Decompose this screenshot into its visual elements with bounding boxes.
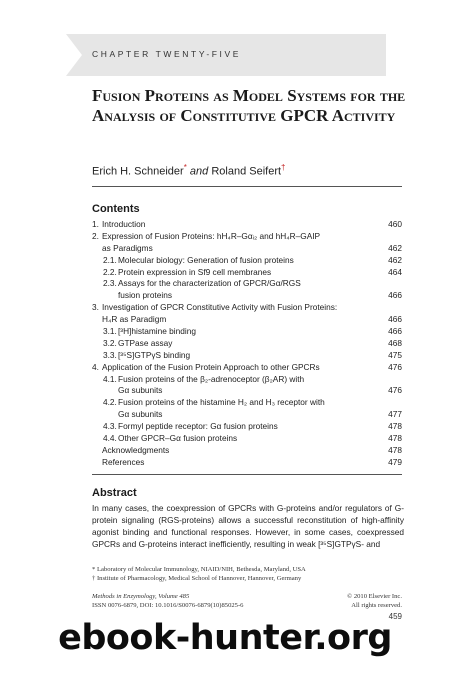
toc-entry-title: Gα subunits xyxy=(118,385,163,396)
toc-entry-title: Formyl peptide receptor: Gα fusion proteins xyxy=(118,421,278,432)
journal-line: Methods in Enzymology, Volume 485 xyxy=(92,593,190,600)
toc-entry-number: 4.1. xyxy=(103,373,117,384)
publication-info xyxy=(92,592,243,610)
chapter-title: Fusion Proteins as Model Systems for the Analysis of Constitutive GPCR Activity xyxy=(92,86,406,125)
toc-entry-number: 4.4. xyxy=(103,433,117,444)
author-separator: and xyxy=(189,165,209,178)
toc-entry-title: References xyxy=(102,456,145,467)
author-name: Erich H. Schneider xyxy=(92,165,184,178)
footnote: † Institute of Pharmacology, Medical School of Hannover, Hannover, Germany xyxy=(92,575,302,582)
toc-entry-title: Expression of Fusion Proteins: hH₄R–Gαᵢ₂ and hH₄R–GAIP xyxy=(102,230,321,241)
toc-entry[interactable] xyxy=(92,231,402,243)
toc-entry-title: [³⁵S]GTPγS binding xyxy=(118,349,191,360)
issn-doi-line: ISSN 0076-6879, DOI: 10.1016/S0076-6879(10)85025-6 xyxy=(92,602,244,609)
toc-entry[interactable] xyxy=(92,267,402,279)
toc-entry-title: Assays for the characterization of GPCR/Gα/RGS xyxy=(118,278,301,289)
rights-line: All rights reserved. xyxy=(351,602,402,609)
toc-entry-title: Acknowledgments xyxy=(102,444,170,455)
toc-entry[interactable] xyxy=(92,338,402,350)
toc-entry[interactable] xyxy=(92,278,402,290)
footnotes xyxy=(92,565,404,583)
toc-entry[interactable] xyxy=(92,421,402,433)
table-of-contents xyxy=(92,219,402,469)
toc-entry-title: Introduction xyxy=(102,219,146,229)
copyright-line: © 2010 Elsevier Inc. xyxy=(347,593,402,600)
toc-entry-page: 464 xyxy=(388,266,402,277)
toc-entry-title: Fusion proteins of the β₂-adrenoceptor (β₂AR) with xyxy=(118,373,305,384)
chapter-band-notch xyxy=(66,34,82,76)
toc-entry-number: 1. xyxy=(92,219,99,229)
toc-entry-title: Fusion proteins of the histamine H₂ and H₃ receptor with xyxy=(118,397,325,408)
toc-entry-title: Investigation of GPCR Constitutive Activity with Fusion Proteins: xyxy=(102,302,338,313)
toc-entry[interactable] xyxy=(92,457,402,469)
toc-entry[interactable] xyxy=(92,374,402,386)
toc-entry-page: 468 xyxy=(388,337,402,348)
toc-entry-page: 466 xyxy=(388,326,402,337)
affiliation-mark: * xyxy=(183,163,187,172)
toc-entry-number: 4. xyxy=(92,361,99,372)
copyright-info xyxy=(347,592,402,610)
watermark: ebook-hunter.org xyxy=(58,618,392,658)
toc-entry[interactable] xyxy=(92,385,402,397)
toc-entry[interactable] xyxy=(92,362,402,374)
toc-entry-title: Gα subunits xyxy=(118,409,163,420)
toc-entry-number: 2. xyxy=(92,230,99,241)
toc-entry-number: 3.3. xyxy=(103,349,117,360)
abstract-text: In many cases, the coexpression of GPCRs with G-proteins and/or regulators of G-protein signaling (RGS-proteins) allows a successful reconstitution of high-affinity agonist binding and functional responses. However, in some cases, coexpressed GPCRs and G-proteins interact inefficiently, resulting in weak [³⁵S]GTPγS- and xyxy=(92,503,404,549)
toc-entry-title: Protein expression in Sf9 cell membranes xyxy=(118,266,272,277)
toc-entry-page: 479 xyxy=(388,456,402,467)
toc-entry[interactable] xyxy=(92,314,402,326)
toc-entry-page: 462 xyxy=(388,254,402,265)
divider xyxy=(92,186,402,187)
toc-entry-page: 466 xyxy=(388,290,402,301)
contents-heading: Contents xyxy=(92,203,140,215)
toc-entry-page: 460 xyxy=(388,219,402,229)
chapter-label: CHAPTER TWENTY-FIVE xyxy=(92,49,242,59)
toc-entry[interactable] xyxy=(92,326,402,338)
toc-entry-number: 3.1. xyxy=(103,326,117,337)
toc-entry[interactable] xyxy=(92,255,402,267)
toc-entry-page: 476 xyxy=(388,385,402,396)
toc-entry-title: as Paradigms xyxy=(102,242,153,253)
toc-entry-title: Other GPCR–Gα fusion proteins xyxy=(118,433,238,444)
affiliation-mark: † xyxy=(281,163,286,172)
page-number: 459 xyxy=(388,612,402,621)
author-name: Roland Seifert xyxy=(211,165,282,178)
footnote: * Laboratory of Molecular Immunology, NIAID/NIH, Bethesda, Maryland, USA xyxy=(92,566,306,573)
toc-entry-number: 2.2. xyxy=(103,266,117,277)
divider xyxy=(92,474,402,475)
toc-entry-number: 2.1. xyxy=(103,254,117,265)
toc-entry-title: H₄R as Paradigm xyxy=(102,314,167,325)
toc-entry-number: 3. xyxy=(92,302,99,313)
toc-entry-page: 475 xyxy=(388,349,402,360)
toc-entry[interactable] xyxy=(92,350,402,362)
toc-entry-number: 4.3. xyxy=(103,421,117,432)
toc-entry[interactable] xyxy=(92,302,402,314)
toc-entry-title: Application of the Fusion Protein Approach to other GPCRs xyxy=(102,361,320,372)
toc-entry[interactable] xyxy=(92,445,402,457)
toc-entry[interactable] xyxy=(92,243,402,255)
toc-entry[interactable] xyxy=(92,290,402,302)
toc-entry[interactable] xyxy=(92,409,402,421)
toc-entry-page: 476 xyxy=(388,361,402,372)
toc-entry-page: 462 xyxy=(388,242,402,253)
toc-entry[interactable] xyxy=(92,219,402,231)
toc-entry-page: 466 xyxy=(388,314,402,325)
toc-entry-page: 478 xyxy=(388,444,402,455)
toc-entry[interactable] xyxy=(92,397,402,409)
authors-line xyxy=(92,163,286,178)
toc-entry-number: 2.3. xyxy=(103,278,117,289)
toc-entry-page: 478 xyxy=(388,433,402,444)
toc-entry-number: 3.2. xyxy=(103,337,117,348)
toc-entry-page: 477 xyxy=(388,409,402,420)
toc-entry-title: GTPase assay xyxy=(118,337,173,348)
toc-entry-title: [³H]histamine binding xyxy=(118,326,196,337)
abstract-heading: Abstract xyxy=(92,487,137,499)
toc-entry-title: Molecular biology: Generation of fusion proteins xyxy=(118,254,294,265)
toc-entry-page: 478 xyxy=(388,421,402,432)
toc-entry[interactable] xyxy=(92,433,402,445)
toc-entry-title: fusion proteins xyxy=(118,290,172,301)
toc-entry-number: 4.2. xyxy=(103,397,117,408)
